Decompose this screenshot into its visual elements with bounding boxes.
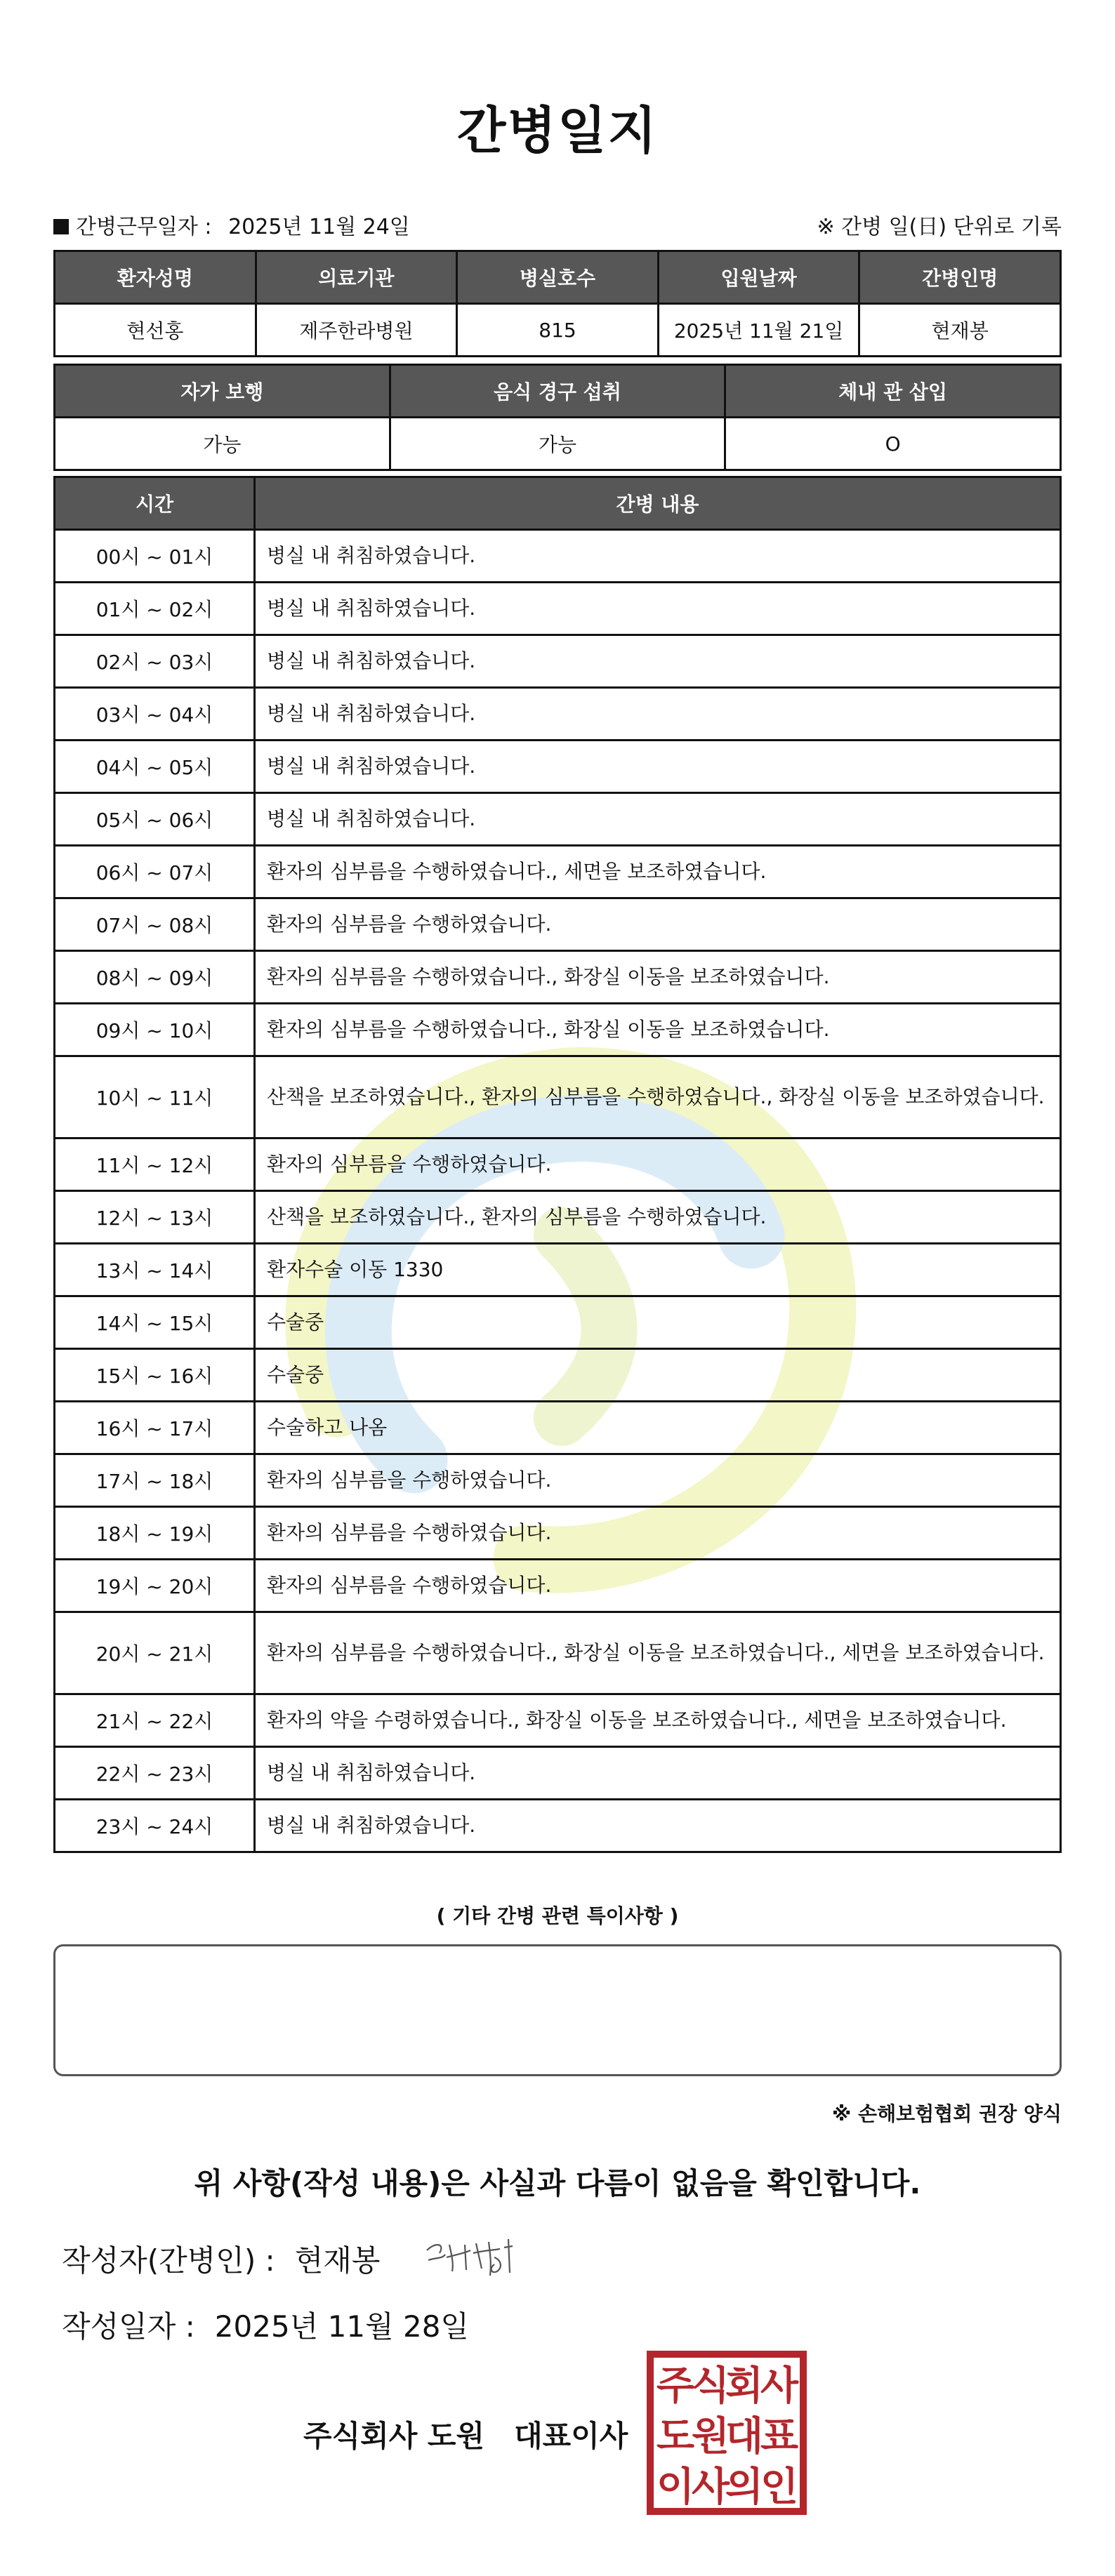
table-row xyxy=(55,635,1061,688)
log-time: 03시 ~ 04시 xyxy=(55,688,255,741)
log-time: 07시 ~ 08시 xyxy=(55,898,255,951)
table-row xyxy=(55,951,1061,1004)
table-row xyxy=(55,898,1061,951)
log-time: 23시 ~ 24시 xyxy=(55,1800,255,1852)
log-time: 21시 ~ 22시 xyxy=(55,1694,255,1747)
table-row xyxy=(55,1612,1061,1694)
special-notes-box xyxy=(53,1944,1062,2076)
log-content: 환자의 심부름을 수행하였습니다., 화장실 이동을 보조하였습니다. xyxy=(255,1004,1061,1056)
hospital-name: 제주한라병원 xyxy=(256,304,457,357)
log-content: 환자의 약을 수령하였습니다., 화장실 이동을 보조하였습니다., 세면을 보조하였습니다. xyxy=(255,1694,1061,1747)
header-self-walking: 자가 보행 xyxy=(55,365,390,418)
log-content: 환자의 심부름을 수행하였습니다. xyxy=(255,1560,1061,1612)
header-admission-date: 입원날짜 xyxy=(658,251,859,304)
log-time: 11시 ~ 12시 xyxy=(55,1138,255,1191)
log-content: 병실 내 취침하였습니다. xyxy=(255,1800,1061,1852)
log-time: 17시 ~ 18시 xyxy=(55,1454,255,1507)
work-date xyxy=(53,209,410,240)
log-content: 환자수술 이동 1330 xyxy=(255,1244,1061,1296)
svg-text:사: 사 xyxy=(760,2363,799,2409)
table-row xyxy=(55,1402,1061,1454)
svg-text:인: 인 xyxy=(760,2464,799,2510)
svg-text:원: 원 xyxy=(691,2414,730,2459)
log-content: 수술중 xyxy=(255,1296,1061,1349)
work-date-value: 2025년 11월 24일 xyxy=(228,215,410,239)
log-content: 병실 내 취침하였습니다. xyxy=(255,688,1061,741)
log-content: 환자의 심부름을 수행하였습니다., 세면을 보조하였습니다. xyxy=(255,846,1061,898)
log-time: 22시 ~ 23시 xyxy=(55,1747,255,1800)
log-time: 10시 ~ 11시 xyxy=(55,1056,255,1138)
oral-intake-value: 가능 xyxy=(390,418,725,470)
table-row xyxy=(55,1004,1061,1056)
special-notes-title: ( 기타 간병 관련 특이사항 ) xyxy=(436,1904,679,1927)
log-time: 09시 ~ 10시 xyxy=(55,1004,255,1056)
self-walking-value: 가능 xyxy=(55,418,390,470)
admission-date: 2025년 11월 21일 xyxy=(658,304,859,357)
written-date-label: 작성일자 : xyxy=(62,2309,195,2344)
log-time: 06시 ~ 07시 xyxy=(55,846,255,898)
svg-text:대: 대 xyxy=(725,2414,764,2459)
room-number: 815 xyxy=(457,304,659,357)
log-content: 수술중 xyxy=(255,1349,1061,1402)
header-patient-name: 환자성명 xyxy=(55,251,256,304)
table-row xyxy=(55,1138,1061,1191)
table-row xyxy=(55,793,1061,846)
svg-text:도: 도 xyxy=(656,2414,695,2459)
svg-text:주: 주 xyxy=(656,2363,695,2409)
table-row xyxy=(55,1191,1061,1244)
table-row xyxy=(55,1694,1061,1747)
log-content: 병실 내 취침하였습니다. xyxy=(255,530,1061,583)
table-row xyxy=(55,1244,1061,1296)
patient-status-table xyxy=(53,364,1062,471)
table-row xyxy=(55,1454,1061,1507)
log-time: 14시 ~ 15시 xyxy=(55,1296,255,1349)
record-unit-note: ※ 간병 일(日) 단위로 기록 xyxy=(817,215,1062,239)
company-seal-stamp xyxy=(646,2350,807,2516)
log-time: 01시 ~ 02시 xyxy=(55,583,255,635)
recommended-form-note: ※ 손해보험협회 권장 양식 xyxy=(832,2102,1062,2125)
log-content: 병실 내 취침하였습니다. xyxy=(255,583,1061,635)
table-row xyxy=(55,1800,1061,1852)
table-row xyxy=(55,1507,1061,1560)
page-title: 간병일지 xyxy=(456,101,659,160)
table-row xyxy=(55,1747,1061,1800)
company-name: 주식회사 도원 xyxy=(303,2419,485,2453)
writer-label: 작성자(간병인) : xyxy=(62,2243,275,2278)
log-time: 00시 ~ 01시 xyxy=(55,530,255,583)
log-content: 병실 내 취침하였습니다. xyxy=(255,741,1061,793)
company-representative: 대표이사 xyxy=(514,2419,628,2453)
table-header-row xyxy=(55,251,1061,304)
table-row xyxy=(55,1296,1061,1349)
log-content: 환자의 심부름을 수행하였습니다. xyxy=(255,1138,1061,1191)
svg-text:식: 식 xyxy=(691,2363,730,2409)
caregiver-name: 현재봉 xyxy=(859,304,1061,357)
patient-info-table xyxy=(53,250,1062,357)
log-content: 산책을 보조하였습니다., 환자의 심부름을 수행하였습니다. xyxy=(255,1191,1061,1244)
header-care-content: 간병 내용 xyxy=(255,477,1061,530)
svg-text:의: 의 xyxy=(725,2464,764,2510)
writer-line xyxy=(62,2238,380,2280)
care-log-table xyxy=(53,476,1062,1853)
log-time: 13시 ~ 14시 xyxy=(55,1244,255,1296)
writer-name: 현재봉 xyxy=(294,2243,381,2278)
written-date-value: 2025년 11월 28일 xyxy=(214,2309,469,2344)
log-time: 16시 ~ 17시 xyxy=(55,1402,255,1454)
header-oral-intake: 음식 경구 섭취 xyxy=(390,365,725,418)
work-date-label: 간병근무일자 : xyxy=(76,215,212,239)
table-row xyxy=(55,1560,1061,1612)
table-row xyxy=(55,1349,1061,1402)
log-content: 환자의 심부름을 수행하였습니다. xyxy=(255,898,1061,951)
handwritten-signature xyxy=(421,2229,534,2285)
log-content: 환자의 심부름을 수행하였습니다. xyxy=(255,1454,1061,1507)
bullet-square-icon xyxy=(53,219,69,234)
log-content: 환자의 심부름을 수행하였습니다., 화장실 이동을 보조하였습니다., 세면을 보조하였습니다. xyxy=(255,1612,1061,1694)
log-time: 19시 ~ 20시 xyxy=(55,1560,255,1612)
table-header-row xyxy=(55,477,1061,530)
header-tube-insertion: 체내 관 삽입 xyxy=(725,365,1061,418)
table-row xyxy=(55,418,1061,470)
log-time: 04시 ~ 05시 xyxy=(55,741,255,793)
patient-name: 현선홍 xyxy=(55,304,256,357)
log-content: 병실 내 취침하였습니다. xyxy=(255,793,1061,846)
table-row xyxy=(55,741,1061,793)
table-row xyxy=(55,583,1061,635)
log-time: 02시 ~ 03시 xyxy=(55,635,255,688)
log-time: 12시 ~ 13시 xyxy=(55,1191,255,1244)
confirmation-statement: 위 사항(작성 내용)은 사실과 다름이 없음을 확인합니다. xyxy=(194,2166,921,2200)
log-content: 환자의 심부름을 수행하였습니다. xyxy=(255,1507,1061,1560)
log-content: 수술하고 나옴 xyxy=(255,1402,1061,1454)
log-time: 05시 ~ 06시 xyxy=(55,793,255,846)
company-signature-line xyxy=(303,2413,628,2455)
header-hospital: 의료기관 xyxy=(256,251,457,304)
tube-insertion-value: O xyxy=(725,418,1061,470)
log-content: 환자의 심부름을 수행하였습니다., 화장실 이동을 보조하였습니다. xyxy=(255,951,1061,1004)
table-row xyxy=(55,846,1061,898)
log-time: 18시 ~ 19시 xyxy=(55,1507,255,1560)
header-time: 시간 xyxy=(55,477,255,530)
log-time: 15시 ~ 16시 xyxy=(55,1349,255,1402)
header-room: 병실호수 xyxy=(457,251,659,304)
table-header-row xyxy=(55,365,1061,418)
svg-text:표: 표 xyxy=(760,2414,799,2459)
svg-text:이: 이 xyxy=(656,2464,695,2510)
table-row xyxy=(55,1056,1061,1138)
table-row xyxy=(55,688,1061,741)
svg-text:회: 회 xyxy=(725,2363,764,2409)
svg-text:사: 사 xyxy=(691,2464,730,2510)
log-content: 병실 내 취침하였습니다. xyxy=(255,635,1061,688)
log-time: 08시 ~ 09시 xyxy=(55,951,255,1004)
header-caregiver-name: 간병인명 xyxy=(859,251,1061,304)
log-time: 20시 ~ 21시 xyxy=(55,1612,255,1694)
table-row xyxy=(55,304,1061,357)
table-row xyxy=(55,530,1061,583)
log-content: 산책을 보조하였습니다., 환자의 심부름을 수행하였습니다., 화장실 이동을 보조하였습니다. xyxy=(255,1056,1061,1138)
written-date-line xyxy=(62,2304,469,2346)
log-content: 병실 내 취침하였습니다. xyxy=(255,1747,1061,1800)
